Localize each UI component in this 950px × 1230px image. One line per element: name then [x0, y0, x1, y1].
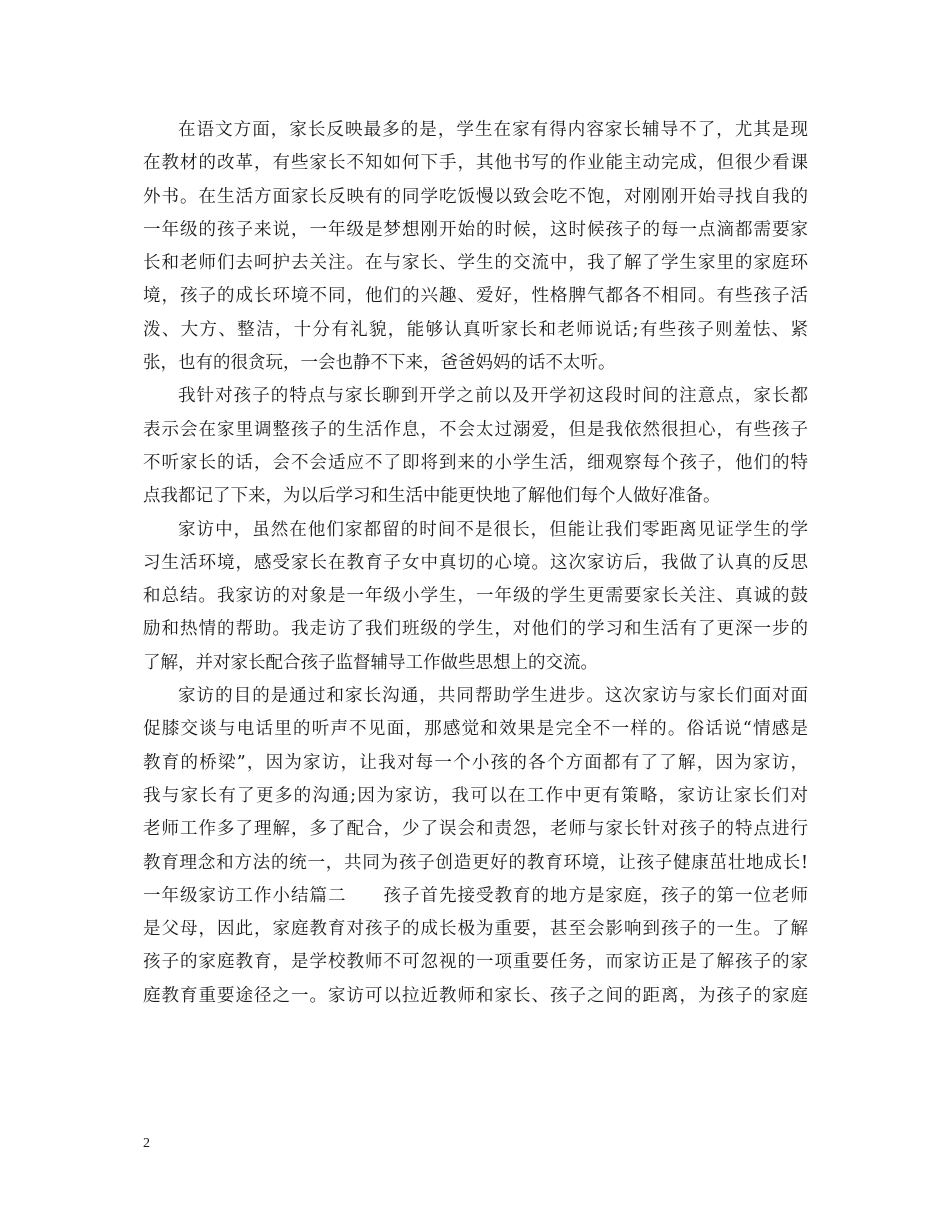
document-body [143, 114, 808, 1013]
text-line: 老师工作多了理解，多了配合，少了误会和责怨，老师与家长针对孩子的特点进行 [143, 819, 808, 840]
text-line: 教育理念和方法的统一，共同为孩子创造更好的教育环境，让孩子健康茁壮地成长! [143, 852, 808, 873]
text-line: 家访中，虽然在他们家都留的时间不是很长，但能让我们零距离见证学生的学 [178, 519, 808, 540]
text-line: 点我都记了下来，为以后学习和生活中能更快地了解他们每个人做好准备。 [143, 486, 721, 507]
text-line: 习生活环境，感受家长在教育子女中真切的心境。这次家访后，我做了认真的反思 [143, 552, 808, 573]
text-line: 长和老师们去呵护去关注。在与家长、学生的交流中，我了解了学生家里的家庭环 [143, 253, 808, 274]
text-line: 促膝交谈与电话里的听声不见面，那感觉和效果是完全不一样的。俗话说“情感是 [143, 719, 808, 740]
page-number: 2 [143, 1136, 150, 1151]
text-line: 我针对孩子的特点与家长聊到开学之前以及开学初这段时间的注意点，家长都 [178, 386, 808, 407]
text-line: 和总结。我家访的对象是一年级小学生，一年级的学生更需要家长关注、真诚的鼓 [143, 586, 808, 607]
text-line: 是父母，因此，家庭教育对孩子的成长极为重要，甚至会影响到孩子的一生。了解 [143, 919, 808, 940]
text-line: 不听家长的话，会不会适应不了即将到来的小学生活，细观察每个孩子，他们的特 [143, 452, 808, 473]
text-line: 境，孩子的成长环境不同，他们的兴趣、爱好，性格脾气都各不相同。有些孩子活 [143, 286, 808, 307]
text-line: 一年级的孩子来说，一年级是梦想刚开始的时候，这时候孩子的每一点滴都需要家 [143, 219, 808, 240]
text-line: 家访的目的是通过和家长沟通，共同帮助学生进步。这次家访与家长们面对面 [178, 686, 808, 707]
text-line: 在语文方面，家长反映最多的是，学生在家有得内容家长辅导不了，尤其是现 [178, 120, 808, 140]
text-line: 外书。在生活方面家长反映有的同学吃饭慢以致会吃不饱，对刚刚开始寻找自我的 [143, 186, 808, 207]
text-line: 励和热情的帮助。我走访了我们班级的学生，对他们的学习和生活有了更深一步的 [143, 619, 808, 640]
text-line: 泼、大方、整洁，十分有礼貌，能够认真听家长和老师说话;有些孩子则羞怯、紧 [143, 319, 808, 340]
text-line: 我与家长有了更多的沟通;因为家访，我可以在工作中更有策略，家访让家长们对 [143, 785, 808, 806]
text-line: 孩子的家庭教育，是学校教师不可忽视的一项重要任务，而家访正是了解孩子的家 [143, 952, 808, 973]
text-line: 教育的桥梁”，因为家访，让我对每一个小孩的各个方面都有了了解，因为家访， [143, 752, 808, 773]
text-line: 了解，并对家长配合孩子监督辅导工作做些思想上的交流。 [143, 652, 598, 673]
text-line: 庭教育重要途径之一。家访可以拉近教师和家长、孩子之间的距离，为孩子的家庭 [143, 985, 808, 1006]
text-line: 在教材的改革，有些家长不知如何下手，其他书写的作业能主动完成，但很少看课 [143, 153, 808, 174]
text-line: 一年级家访工作小结篇二 孩子首先接受教育的地方是家庭，孩子的第一位老师 [143, 885, 808, 906]
text-line: 表示会在家里调整孩子的生活作息，不会太过溺爱，但是我依然很担心，有些孩子 [143, 419, 808, 440]
text-line: 张，也有的很贪玩，一会也静不下来，爸爸妈妈的话不太听。 [143, 353, 616, 374]
